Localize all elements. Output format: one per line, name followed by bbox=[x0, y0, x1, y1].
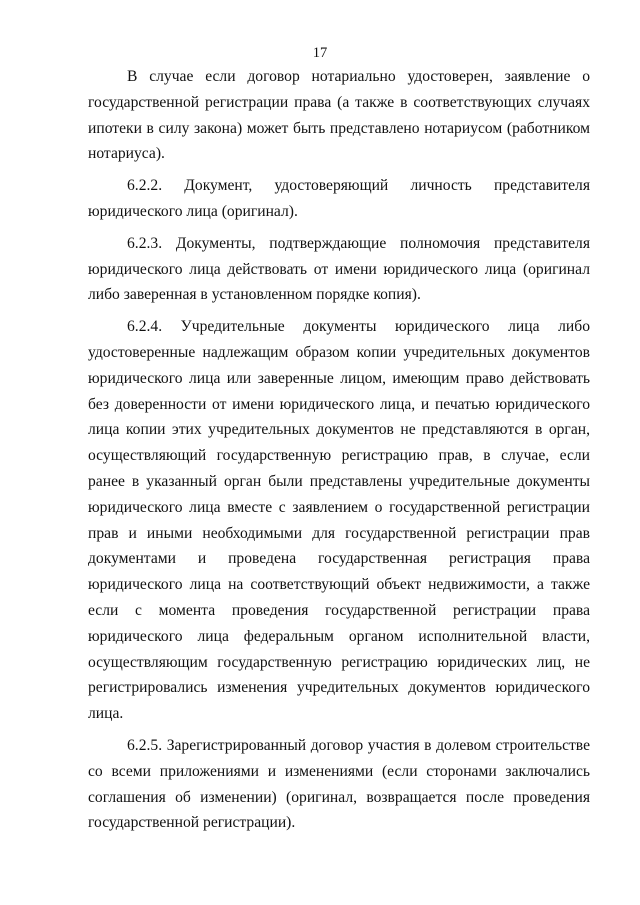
paragraph-6-2-4: 6.2.4. Учредительные документы юридического лица либо удостоверенные надлежащим образом копии учредительных документов юридического лица или заверенные лицом, имеющим право действовать без доверенности от имени юридического лица, и печатью юридического лица копии этих учредительных документов не представляются в орган, осуществляющий государственную регистрацию прав, в случае, если ранее в указанный орган были представлены учредительные документы юридического лица вместе с заявлением о государственной регистрации прав и иными необходимыми для государственной регистрации прав документами и проведена государственная регистрация права юридического лица на соответствующий объект недвижимости, а также если с момента проведения государственной регистрации права юридического лица федеральным органом исполнительной власти, осуществляющим государственную регистрацию юридических лиц, не регистрировались изменения учредительных документов юридического лица. bbox=[88, 318, 590, 723]
document-body bbox=[88, 64, 590, 836]
paragraph-6-2-3: 6.2.3. Документы, подтверждающие полномочия представителя юридического лица действовать от имени юридического лица (оригинал либо заверенная в установленном порядке копия). bbox=[88, 234, 590, 304]
page-number: 17 bbox=[312, 45, 328, 61]
paragraph-6-2-2: 6.2.2. Документ, удостоверяющий личность представителя юридического лица (оригинал). bbox=[88, 177, 590, 220]
paragraph-6-2-5: 6.2.5. Зарегистрированный договор участия в долевом строительстве со всеми приложениями и изменениями (если сторонами заключались соглашения об изменении) (оригинал, возвращается после проведения государственной регистрации). bbox=[88, 736, 590, 832]
paragraph-notary-application: В случае если договор нотариально удостоверен, заявление о государственной регистрации права (а также в соответствующих случаях ипотеки в силу закона) может быть представлено нотариусом (работником нотариуса). bbox=[88, 68, 590, 163]
